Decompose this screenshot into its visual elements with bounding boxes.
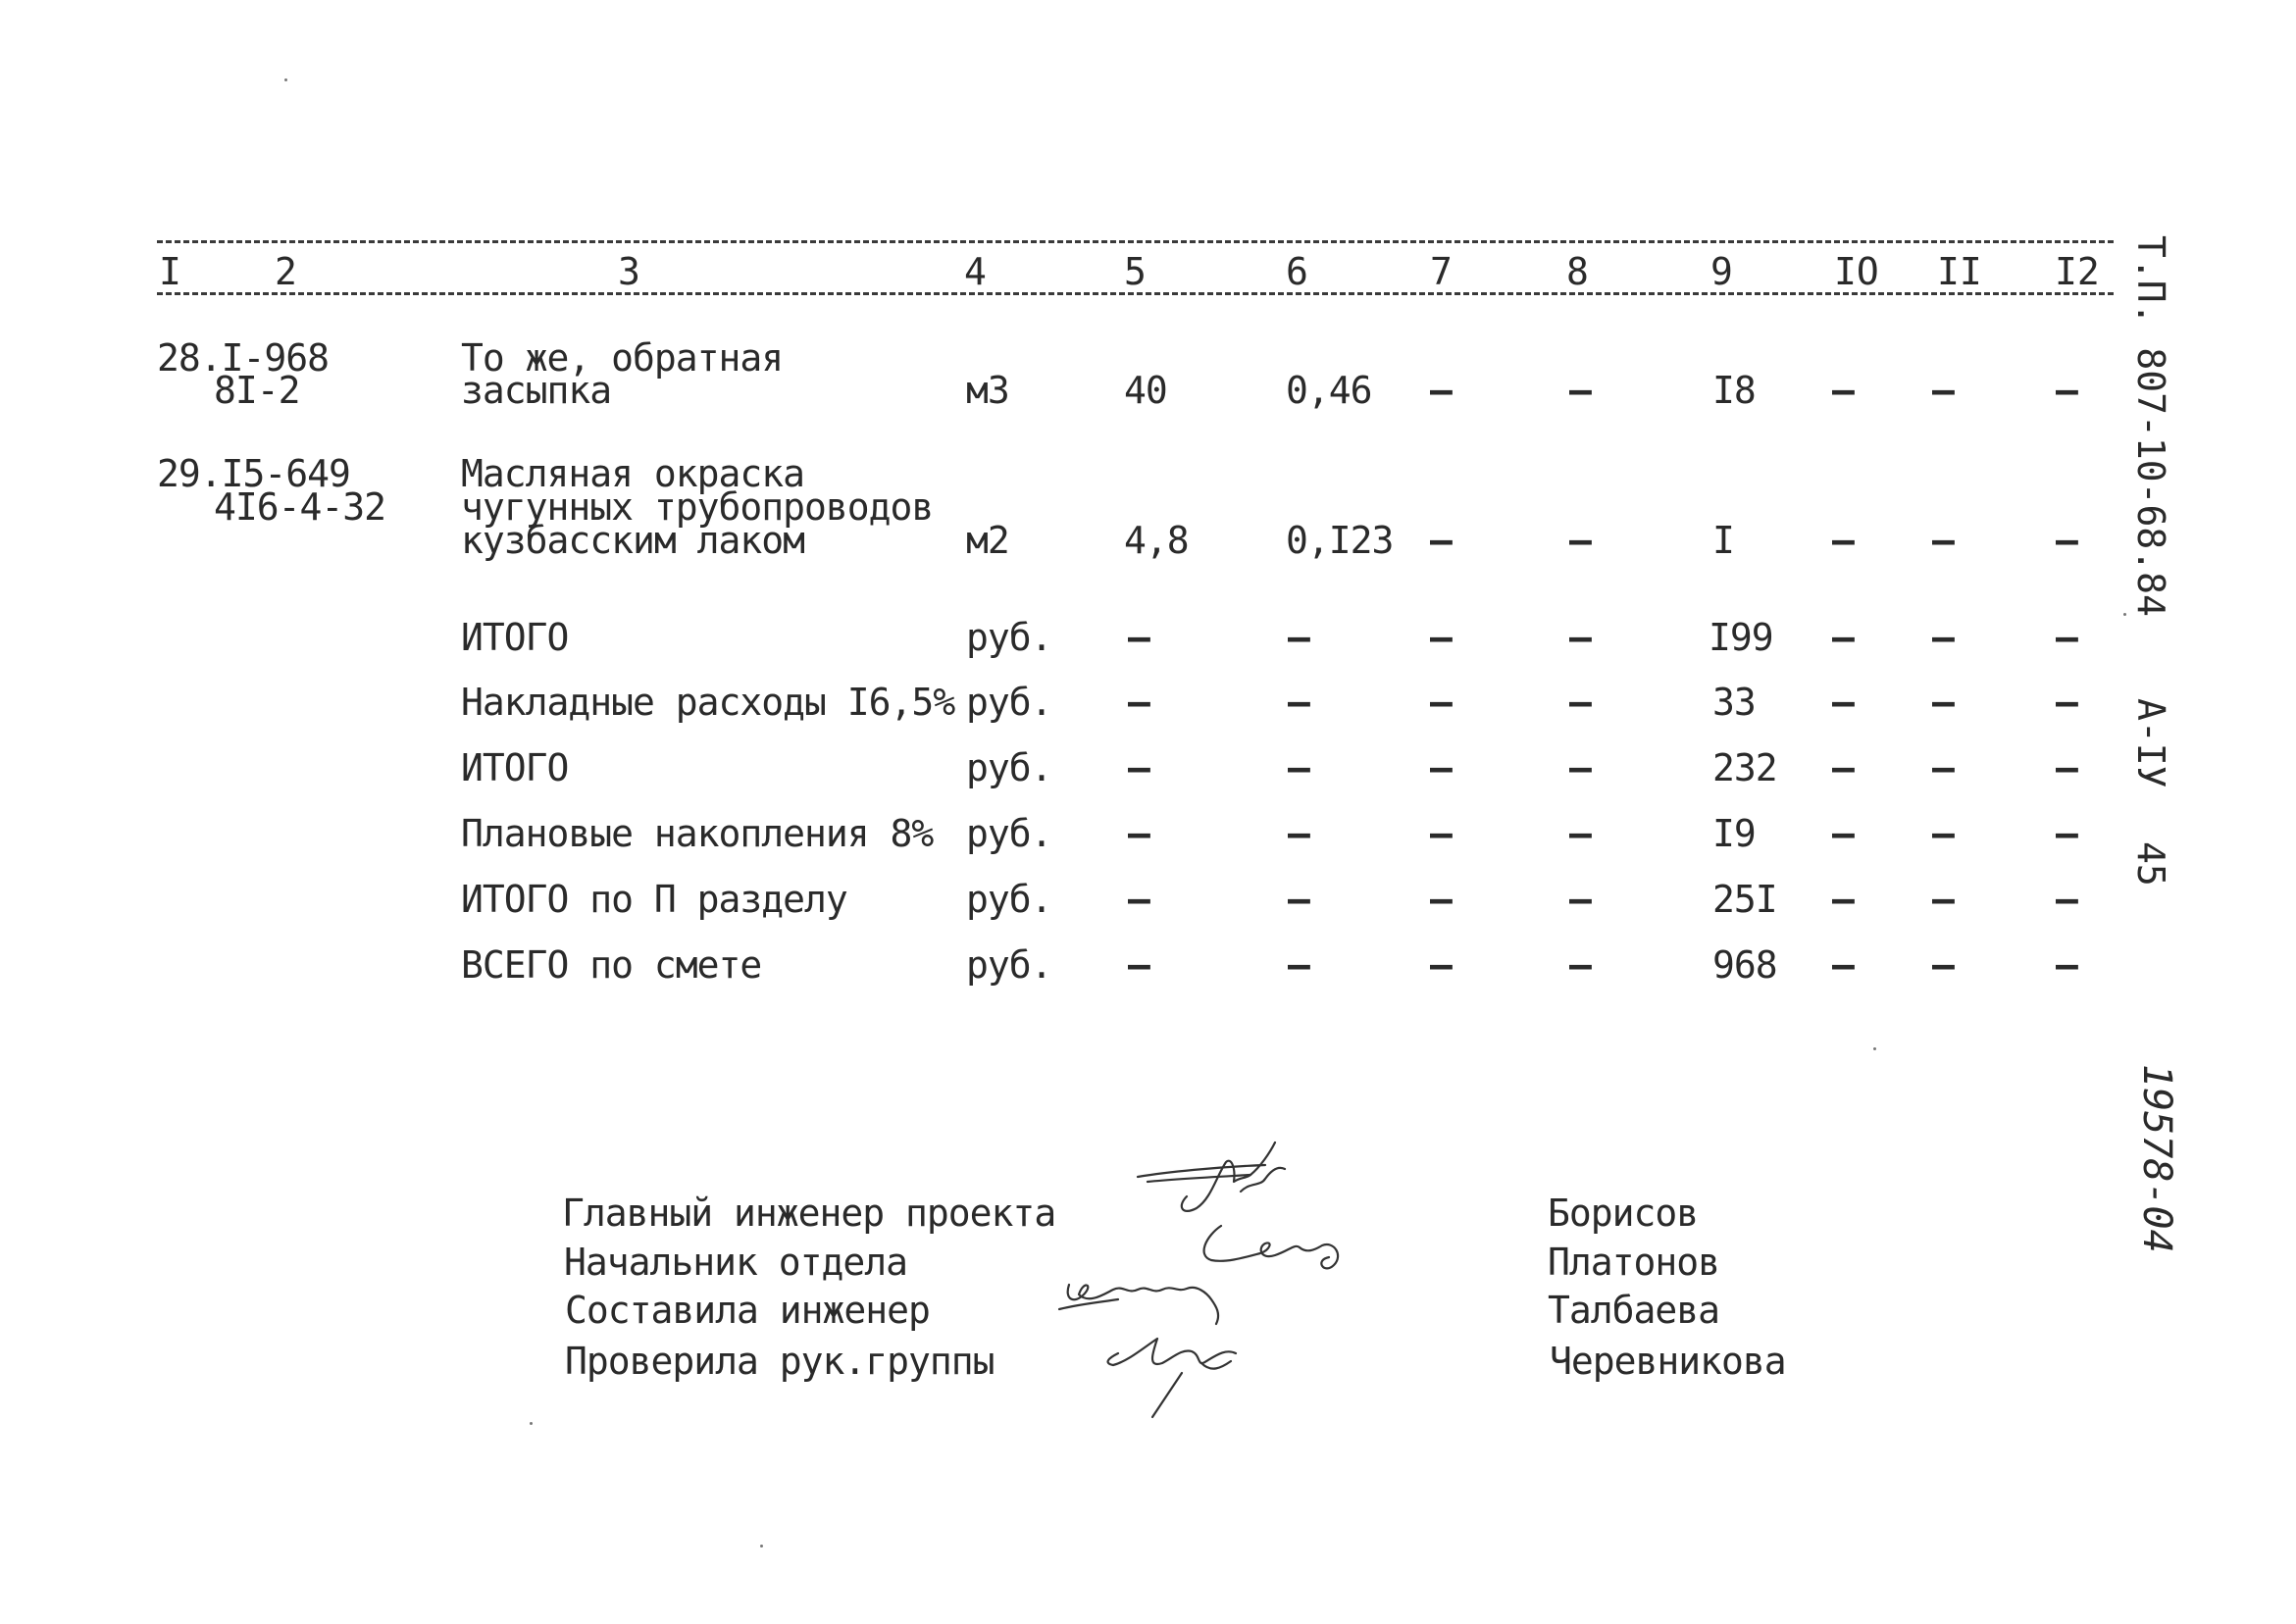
totals-col10: – bbox=[1832, 943, 1855, 987]
totals-col11: – bbox=[1932, 681, 1955, 724]
signer-name: Черевникова bbox=[1550, 1340, 1786, 1383]
row-number: 28.I-968 bbox=[157, 336, 330, 380]
col-header-9: 9 bbox=[1710, 250, 1733, 293]
totals-col10: – bbox=[1832, 746, 1855, 789]
totals-col5: – bbox=[1128, 746, 1150, 789]
row-name-line: засыпка bbox=[461, 369, 612, 412]
row-col12: – bbox=[2056, 519, 2078, 562]
col-header-6: 6 bbox=[1286, 250, 1308, 293]
signer-role: Начальник отдела bbox=[564, 1241, 908, 1284]
totals-col6: – bbox=[1288, 878, 1310, 921]
margin-page-number: 45 bbox=[2129, 841, 2172, 887]
row-code: 8I-2 bbox=[214, 369, 300, 412]
totals-col9: 25I bbox=[1712, 878, 1777, 921]
totals-col8: – bbox=[1569, 812, 1592, 855]
totals-col8: – bbox=[1569, 878, 1592, 921]
scan-speck bbox=[2123, 613, 2126, 616]
totals-col5: – bbox=[1128, 681, 1150, 724]
totals-col5: – bbox=[1128, 812, 1150, 855]
totals-col10: – bbox=[1832, 878, 1855, 921]
totals-col12: – bbox=[2056, 746, 2078, 789]
totals-col5: – bbox=[1128, 878, 1150, 921]
scan-speck bbox=[284, 78, 287, 81]
totals-col11: – bbox=[1932, 616, 1955, 659]
totals-col12: – bbox=[2056, 616, 2078, 659]
totals-col9: 232 bbox=[1712, 746, 1777, 789]
col-header-4: 4 bbox=[964, 250, 987, 293]
row-rate: 0,I23 bbox=[1286, 519, 1394, 562]
totals-unit: руб. bbox=[966, 812, 1052, 855]
totals-col7: – bbox=[1430, 812, 1453, 855]
row-col10: – bbox=[1832, 519, 1855, 562]
totals-label: ИТОГО bbox=[461, 616, 569, 659]
row-col8: – bbox=[1569, 369, 1592, 412]
totals-col10: – bbox=[1832, 616, 1855, 659]
totals-label: ИТОГО по П разделу bbox=[461, 878, 847, 921]
totals-col12: – bbox=[2056, 943, 2078, 987]
signature-stroke bbox=[1059, 1299, 1118, 1309]
row-col7: – bbox=[1430, 519, 1453, 562]
totals-col11: – bbox=[1932, 878, 1955, 921]
totals-label: Плановые накопления 8% bbox=[461, 812, 934, 855]
totals-col7: – bbox=[1430, 878, 1453, 921]
totals-label: Накладные расходы I6,5% bbox=[461, 681, 955, 724]
row-code: 4I6-4-32 bbox=[214, 485, 386, 529]
margin-album: А-IУ bbox=[2129, 698, 2172, 788]
totals-col9: I99 bbox=[1709, 616, 1773, 659]
totals-col6: – bbox=[1288, 681, 1310, 724]
row-rate: 0,46 bbox=[1286, 369, 1372, 412]
signer-role: Главный инженер проекта bbox=[562, 1192, 1056, 1235]
col-header-5: 5 bbox=[1124, 250, 1147, 293]
totals-col5: – bbox=[1128, 616, 1150, 659]
signature-stroke bbox=[1204, 1226, 1339, 1268]
totals-col11: – bbox=[1932, 812, 1955, 855]
totals-unit: руб. bbox=[966, 746, 1052, 789]
col-header-8: 8 bbox=[1566, 250, 1589, 293]
signer-name: Платонов bbox=[1548, 1241, 1720, 1284]
signer-name: Талбаева bbox=[1548, 1289, 1720, 1332]
totals-col10: – bbox=[1832, 812, 1855, 855]
row-unit: м3 bbox=[966, 369, 1009, 412]
totals-unit: руб. bbox=[966, 616, 1052, 659]
row-name-line: Масляная окраска bbox=[461, 452, 805, 495]
col-header-3: 3 bbox=[618, 250, 640, 293]
totals-col8: – bbox=[1569, 616, 1592, 659]
row-col9: I8 bbox=[1712, 369, 1756, 412]
totals-col7: – bbox=[1430, 746, 1453, 789]
totals-col6: – bbox=[1288, 943, 1310, 987]
scan-speck bbox=[1873, 1047, 1876, 1050]
totals-unit: руб. bbox=[966, 943, 1052, 987]
row-quantity: 4,8 bbox=[1124, 519, 1189, 562]
totals-col6: – bbox=[1288, 812, 1310, 855]
totals-col7: – bbox=[1430, 616, 1453, 659]
row-col7: – bbox=[1430, 369, 1453, 412]
totals-col12: – bbox=[2056, 878, 2078, 921]
totals-label: ИТОГО bbox=[461, 746, 569, 789]
row-name-line: кузбасским лаком bbox=[461, 519, 805, 562]
signature-stroke bbox=[1152, 1373, 1182, 1417]
totals-col7: – bbox=[1430, 943, 1453, 987]
totals-col5: – bbox=[1128, 943, 1150, 987]
totals-label: ВСЕГО по смете bbox=[461, 943, 762, 987]
handwritten-signatures bbox=[1049, 1138, 1442, 1432]
totals-col11: – bbox=[1932, 746, 1955, 789]
row-name-line: чугунных трубопроводов bbox=[461, 485, 934, 529]
signer-role: Составила инженер bbox=[565, 1289, 930, 1332]
totals-col10: – bbox=[1832, 681, 1855, 724]
col-header-1: I bbox=[159, 250, 181, 293]
totals-col6: – bbox=[1288, 746, 1310, 789]
col-header-11: II bbox=[1937, 250, 1982, 293]
header-top-rule bbox=[157, 240, 2114, 243]
row-number: 29.I5-649 bbox=[157, 452, 350, 495]
col-header-12: I2 bbox=[2055, 250, 2100, 293]
col-header-10: IO bbox=[1834, 250, 1879, 293]
signature-stroke bbox=[1241, 1168, 1285, 1192]
scan-speck bbox=[760, 1545, 763, 1548]
totals-col8: – bbox=[1569, 746, 1592, 789]
row-name-line: То же, обратная bbox=[461, 336, 784, 380]
row-col10: – bbox=[1832, 369, 1855, 412]
totals-unit: руб. bbox=[966, 878, 1052, 921]
row-col11: – bbox=[1932, 369, 1955, 412]
row-col8: – bbox=[1569, 519, 1592, 562]
totals-col9: 968 bbox=[1712, 943, 1777, 987]
signer-name: Борисов bbox=[1548, 1192, 1699, 1235]
totals-col8: – bbox=[1569, 681, 1592, 724]
col-header-2: 2 bbox=[275, 250, 297, 293]
row-col12: – bbox=[2056, 369, 2078, 412]
totals-col12: – bbox=[2056, 681, 2078, 724]
col-header-7: 7 bbox=[1430, 250, 1453, 293]
margin-inventory-number: 19578-04 bbox=[2134, 1064, 2179, 1253]
row-unit: м2 bbox=[966, 519, 1009, 562]
totals-col7: – bbox=[1430, 681, 1453, 724]
totals-unit: руб. bbox=[966, 681, 1052, 724]
totals-col9: 33 bbox=[1712, 681, 1756, 724]
totals-col8: – bbox=[1569, 943, 1592, 987]
row-quantity: 40 bbox=[1124, 369, 1167, 412]
totals-col11: – bbox=[1932, 943, 1955, 987]
totals-col9: I9 bbox=[1712, 812, 1756, 855]
signer-role: Проверила рук.группы bbox=[565, 1340, 995, 1383]
margin-project-code: Т.П. 807-10-68.84 bbox=[2129, 235, 2172, 617]
signature-stroke bbox=[1108, 1339, 1236, 1365]
totals-col12: – bbox=[2056, 812, 2078, 855]
scan-speck bbox=[530, 1422, 533, 1425]
row-col11: – bbox=[1932, 519, 1955, 562]
row-col9: I bbox=[1712, 519, 1734, 562]
totals-col6: – bbox=[1288, 616, 1310, 659]
